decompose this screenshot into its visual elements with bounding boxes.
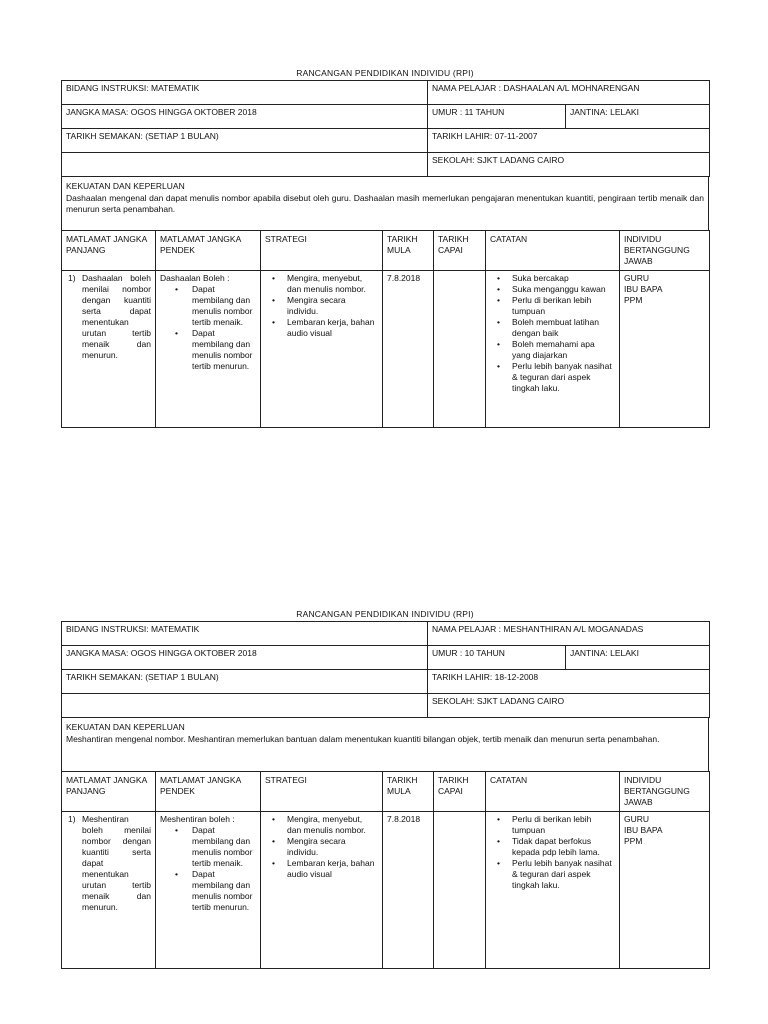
list-item: • Perlu lebih banyak nasihat & teguran dari aspek tingkah laku. bbox=[490, 858, 615, 891]
catatan-cell bbox=[486, 271, 620, 428]
kekuatan-keperluan bbox=[62, 718, 709, 772]
jangka-masa: JANGKA MASA: OGOS HINGGA OKTOBER 2018 bbox=[62, 105, 428, 129]
plan-table bbox=[61, 230, 710, 428]
jangka-pendek-cell bbox=[156, 271, 261, 428]
header-catatan: CATATAN bbox=[486, 231, 620, 271]
individu-item: IBU BAPA bbox=[624, 825, 663, 835]
header-strategi: STRATEGI bbox=[261, 772, 383, 812]
kekuatan-text: Meshantiran mengenal nombor. Meshantiran memerlukan bantuan dalam menentukan kuantiti bilangan objek, tertib menaik dan menurun serta penambahan. bbox=[66, 734, 660, 744]
list-item: • Boleh membuat latihan dengan baik bbox=[490, 317, 615, 339]
header-tarikh-mula: TARIKH MULA bbox=[383, 231, 434, 271]
empty-cell bbox=[62, 694, 428, 718]
tarikh-lahir: TARIKH LAHIR: 18-12-2008 bbox=[428, 670, 710, 694]
header-jangka-pendek: MATLAMAT JANGKA PENDEK bbox=[156, 772, 261, 812]
bidang-instruksi: BIDANG INSTRUKSI: MATEMATIK bbox=[62, 622, 428, 646]
kekuatan-table bbox=[61, 176, 709, 231]
jangka-pendek-cell bbox=[156, 812, 261, 969]
jantina: JANTINA: LELAKI bbox=[566, 646, 710, 670]
list-item: • Mengira secara individu. bbox=[265, 836, 378, 858]
header-jangka-panjang: MATLAMAT JANGKA PANJANG bbox=[62, 772, 156, 812]
list-item bbox=[66, 273, 151, 361]
header-tarikh-capai: TARIKH CAPAI bbox=[434, 231, 486, 271]
individu-item: GURU bbox=[624, 273, 650, 283]
item-number: 1) bbox=[68, 814, 76, 824]
nama-pelajar: NAMA PELAJAR : DASHAALAN A/L MOHNARENGAN bbox=[428, 81, 710, 105]
header-individu: INDIVIDU BERTANGGUNG JAWAB bbox=[620, 772, 710, 812]
list-item: • Mengira, menyebut, dan menulis nombor. bbox=[265, 273, 378, 295]
tarikh-semakan: TARIKH SEMAKAN: (SETIAP 1 BULAN) bbox=[62, 670, 428, 694]
strategi-cell bbox=[261, 812, 383, 969]
list-item: • Perlu di berikan lebih tumpuan bbox=[490, 814, 615, 836]
sekolah: SEKOLAH: SJKT LADANG CAIRO bbox=[428, 153, 710, 177]
header-strategi: STRATEGI bbox=[261, 231, 383, 271]
tarikh-semakan: TARIKH SEMAKAN: (SETIAP 1 BULAN) bbox=[62, 129, 428, 153]
jangka-pendek-intro: Dashaalan Boleh : bbox=[160, 273, 230, 283]
sekolah: SEKOLAH: SJKT LADANG CAIRO bbox=[428, 694, 710, 718]
item-number: 1) bbox=[68, 273, 76, 283]
jangka-pendek-intro: Meshentiran boleh : bbox=[160, 814, 235, 824]
list-item: • Dapat membilang dan menulis nombor tertib menaik. bbox=[160, 284, 256, 328]
list-item: • Dapat membilang dan menulis nombor tertib menurun. bbox=[160, 328, 256, 372]
list-item bbox=[66, 814, 151, 913]
header-tarikh-capai: TARIKH CAPAI bbox=[434, 772, 486, 812]
tarikh-capai-cell bbox=[434, 812, 486, 969]
header-jangka-panjang: MATLAMAT JANGKA PANJANG bbox=[62, 231, 156, 271]
strategi-cell bbox=[261, 271, 383, 428]
umur: UMUR : 11 TAHUN bbox=[428, 105, 566, 129]
tarikh-lahir: TARIKH LAHIR: 07-11-2007 bbox=[428, 129, 710, 153]
tarikh-capai-cell bbox=[434, 271, 486, 428]
rpi-title: RANCANGAN PENDIDIKAN INDIVIDU (RPI) bbox=[296, 68, 474, 78]
kekuatan-table bbox=[61, 717, 709, 772]
list-item: • Dapat membilang dan menulis nombor tertib menurun. bbox=[160, 869, 256, 913]
kekuatan-title: KEKUATAN DAN KEPERLUAN bbox=[66, 181, 185, 191]
list-item: • Perlu di berikan lebih tumpuan bbox=[490, 295, 615, 317]
list-item: • Mengira secara individu. bbox=[265, 295, 378, 317]
list-item: • Lembaran kerja, bahan audio visual bbox=[265, 858, 378, 880]
rpi-form-2 bbox=[61, 607, 709, 969]
list-item: • Suka menganggu kawan bbox=[490, 284, 615, 295]
list-item: • Suka bercakap bbox=[490, 273, 615, 284]
list-item: • Mengira, menyebut, dan menulis nombor. bbox=[265, 814, 378, 836]
header-jangka-pendek: MATLAMAT JANGKA PENDEK bbox=[156, 231, 261, 271]
rpi-info-table bbox=[61, 621, 710, 718]
jangka-panjang-text: Meshentiran boleh menilai nombor dengan kuantiti serta dapat menentukan urutan tertib menaik dan menurun. bbox=[82, 814, 151, 912]
plan-table bbox=[61, 771, 710, 969]
jantina: JANTINA: LELAKI bbox=[566, 105, 710, 129]
jangka-panjang-text: Dashaalan boleh menilai nombor dengan kuantiti serta dapat menentukan urutan tertib menaik dan menurun. bbox=[82, 273, 151, 360]
rpi-form-1 bbox=[61, 66, 709, 428]
jangka-panjang-cell bbox=[62, 271, 156, 428]
kekuatan-title: KEKUATAN DAN KEPERLUAN bbox=[66, 722, 185, 732]
rpi-title: RANCANGAN PENDIDIKAN INDIVIDU (RPI) bbox=[296, 609, 474, 619]
rpi-info-table bbox=[61, 80, 710, 177]
catatan-cell bbox=[486, 812, 620, 969]
list-item: • Boleh memahami apa yang diajarkan bbox=[490, 339, 615, 361]
tarikh-mula-cell: 7.8.2018 bbox=[383, 812, 434, 969]
header-catatan: CATATAN bbox=[486, 772, 620, 812]
individu-cell bbox=[620, 271, 710, 428]
list-item: • Perlu lebih banyak nasihat & teguran dari aspek tingkah laku. bbox=[490, 361, 615, 394]
empty-cell bbox=[62, 153, 428, 177]
header-tarikh-mula: TARIKH MULA bbox=[383, 772, 434, 812]
nama-pelajar: NAMA PELAJAR : MESHANTHIRAN A/L MOGANADAS bbox=[428, 622, 710, 646]
individu-cell bbox=[620, 812, 710, 969]
jangka-masa: JANGKA MASA: OGOS HINGGA OKTOBER 2018 bbox=[62, 646, 428, 670]
header-individu: INDIVIDU BERTANGGUNG JAWAB bbox=[620, 231, 710, 271]
individu-item: PPM bbox=[624, 836, 643, 846]
kekuatan-keperluan bbox=[62, 177, 709, 231]
individu-item: PPM bbox=[624, 295, 643, 305]
bidang-instruksi: BIDANG INSTRUKSI: MATEMATIK bbox=[62, 81, 428, 105]
individu-item: GURU bbox=[624, 814, 650, 824]
list-item: • Lembaran kerja, bahan audio visual bbox=[265, 317, 378, 339]
list-item: • Tidak dapat berfokus kepada pdp lebih lama. bbox=[490, 836, 615, 858]
individu-item: IBU BAPA bbox=[624, 284, 663, 294]
list-item: • Dapat membilang dan menulis nombor tertib menaik. bbox=[160, 825, 256, 869]
jangka-panjang-cell bbox=[62, 812, 156, 969]
umur: UMUR : 10 TAHUN bbox=[428, 646, 566, 670]
tarikh-mula-cell: 7.8.2018 bbox=[383, 271, 434, 428]
kekuatan-text: Dashaalan mengenal dan dapat menulis nombor apabila disebut oleh guru. Dashaalan masih memerlukan pengajaran menentukan kuantiti, pengiraan tertib menaik dan menurun serta penambahan. bbox=[66, 193, 704, 214]
